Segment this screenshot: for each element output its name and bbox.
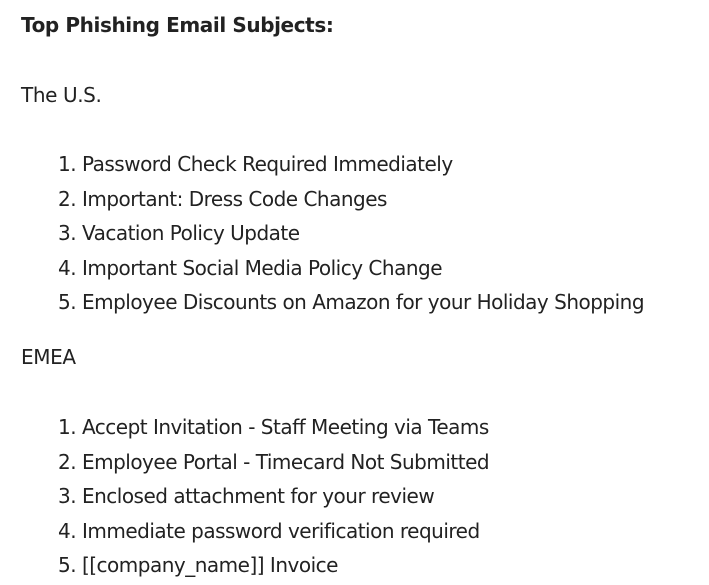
subject-list-us <box>58 147 644 320</box>
item-text: Important Social Media Policy Change <box>81 255 442 280</box>
list-item <box>58 514 489 549</box>
item-number: 3 . <box>58 221 82 245</box>
section-heading-us: The U.S. <box>21 83 102 107</box>
list-item <box>58 147 644 182</box>
section-heading-emea: EMEA <box>21 345 76 369</box>
item-number: 1 . <box>58 415 82 439</box>
item-number: 4 . <box>58 519 82 543</box>
item-number: 4 . <box>58 256 82 280</box>
list-item <box>58 216 644 251</box>
item-number: 2 . <box>58 450 82 474</box>
item-number: 5 . <box>58 553 82 577</box>
item-text: Enclosed attachment for your review <box>81 484 435 509</box>
item-text: Vacation Policy Update <box>81 221 300 246</box>
item-text: Password Check Required Immediately <box>81 152 453 176</box>
list-item <box>58 479 489 514</box>
list-item <box>58 410 489 445</box>
list-item <box>58 445 489 480</box>
item-number: 5 . <box>58 290 82 314</box>
item-number: 1 . <box>58 152 82 176</box>
list-item <box>58 548 489 583</box>
page-title: Top Phishing Email Subjects: <box>21 13 334 37</box>
item-text: Employee Discounts on Amazon for your Holiday Shopping <box>81 290 645 315</box>
list-item <box>58 251 644 286</box>
item-text: [[company_name]] Invoice <box>81 553 338 578</box>
item-number: 3 . <box>58 484 82 508</box>
item-text: Employee Portal - Timecard Not Submitted <box>81 449 490 474</box>
list-item <box>58 182 644 217</box>
list-item <box>58 285 644 320</box>
item-number: 2 . <box>58 187 82 211</box>
subject-list-emea <box>58 410 489 583</box>
item-text: Accept Invitation - Staff Meeting via Teams <box>81 415 489 439</box>
item-text: Immediate password verification required <box>81 518 480 543</box>
item-text: Important: Dress Code Changes <box>81 186 387 211</box>
